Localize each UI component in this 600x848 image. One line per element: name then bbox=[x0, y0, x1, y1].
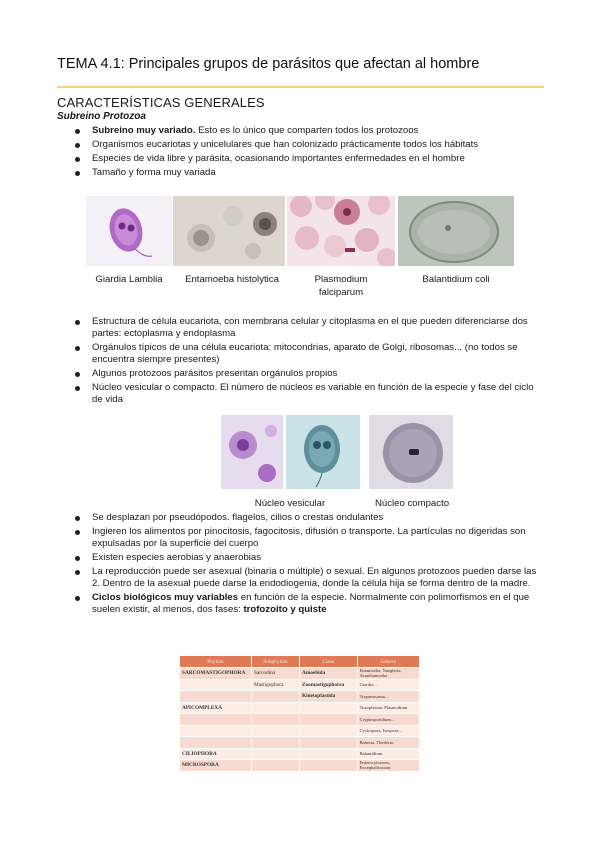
bullet-text: Especies de vida libre y parásita, ocasionando importantes enfermedades en el hombre bbox=[92, 153, 465, 164]
list-item bbox=[75, 125, 545, 137]
table-cell: Balantidium bbox=[357, 748, 419, 760]
table-row bbox=[180, 748, 420, 760]
list-item bbox=[75, 566, 545, 590]
list-item bbox=[75, 526, 545, 550]
table-row bbox=[180, 725, 420, 737]
title-underline bbox=[57, 86, 544, 88]
table-cell bbox=[300, 737, 358, 749]
table-cell: Amoebida bbox=[300, 668, 358, 680]
taxonomy-table bbox=[179, 655, 420, 772]
table-cell: Giardia... bbox=[357, 679, 419, 691]
table-cell: Sarcodina bbox=[252, 668, 300, 680]
table-cell bbox=[300, 702, 358, 714]
table-cell bbox=[252, 714, 300, 726]
table-row bbox=[180, 760, 420, 772]
caption-entamoeba: Entamoeba histolytica bbox=[185, 274, 279, 285]
giardia-photo bbox=[86, 196, 172, 266]
table-cell bbox=[252, 725, 300, 737]
table-header: Phylum bbox=[180, 656, 252, 668]
table-row bbox=[180, 691, 420, 703]
table-cell bbox=[180, 714, 252, 726]
table-cell: Cyclospora, Isospora... bbox=[357, 725, 419, 737]
table-cell: Cryptosporidium... bbox=[357, 714, 419, 726]
table-cell bbox=[252, 691, 300, 703]
list-item bbox=[75, 342, 545, 366]
table-cell: Babesia, Theileria bbox=[357, 737, 419, 749]
bullet-text: Algunos protozoos parásitos presentan orgánulos propios bbox=[92, 368, 338, 379]
list-item bbox=[75, 167, 545, 179]
bullet-text: Ingieren los alimentos por pinocitosis, fagocitosis, difusión o transporte. La partículas no digeridas son expulsadas por la superficie del cuerpo bbox=[92, 526, 526, 549]
bullet-text: Orgánulos típicos de una célula eucariota: mitocondrias, aparato de Golgi, ribosomas... (no todos se encuentra siempre presentes) bbox=[92, 342, 518, 365]
table-cell bbox=[300, 725, 358, 737]
list-item bbox=[75, 512, 545, 524]
list-item bbox=[75, 139, 545, 151]
list-item bbox=[75, 368, 545, 380]
table-cell bbox=[300, 760, 358, 772]
bullet-text: La reproducción puede ser asexual (binaria o múltiple) o sexual. En algunos protozoos pueden darse las 2. Dentro de la asexual puede darse la endodiogenia, donde la célula hija se forma dentro de la madre. bbox=[92, 566, 537, 589]
nucleo-vesicular-photo bbox=[286, 415, 360, 489]
table-cell bbox=[180, 737, 252, 749]
table-cell: MICROSPORA bbox=[180, 760, 252, 772]
table-row bbox=[180, 668, 420, 680]
table-header: Subphylum bbox=[252, 656, 300, 668]
bullet-list-1 bbox=[75, 125, 545, 181]
table-row bbox=[180, 702, 420, 714]
nucleo-photo-1 bbox=[221, 415, 283, 489]
list-item bbox=[75, 316, 545, 340]
table-header: Clase bbox=[300, 656, 358, 668]
balantidium-photo bbox=[398, 196, 514, 266]
table-cell: Enterocytozoon, Encephalitozoon bbox=[357, 760, 419, 772]
table-cell: APICOMPLEXA bbox=[180, 702, 252, 714]
table-cell: Trypanosoma... bbox=[357, 691, 419, 703]
table-cell bbox=[252, 737, 300, 749]
list-item bbox=[75, 592, 545, 616]
bullet-bold: Ciclos biológicos muy variables bbox=[92, 592, 239, 603]
table-cell bbox=[300, 714, 358, 726]
caption-balantidium: Balantidium coli bbox=[422, 274, 490, 285]
bullet-text: Esto es lo único que comparten todos los protozoos bbox=[195, 125, 419, 136]
bullet-list-3 bbox=[75, 512, 545, 618]
table-cell bbox=[180, 691, 252, 703]
bullet-text: Se desplazan por pseudópodos. flagelos, cilios o crestas ondulantes bbox=[92, 512, 384, 523]
table-cell bbox=[252, 748, 300, 760]
table-cell bbox=[180, 725, 252, 737]
table-cell: CILIOPHORA bbox=[180, 748, 252, 760]
entamoeba-photo bbox=[173, 196, 285, 266]
table-row bbox=[180, 679, 420, 691]
plasmodium-photo bbox=[287, 196, 395, 266]
bullet-text: Núcleo vesicular o compacto. El número de núcleos es variable en función de la especie y fase del ciclo de vida bbox=[92, 382, 534, 405]
table-cell bbox=[252, 702, 300, 714]
bullet-list-2 bbox=[75, 316, 545, 408]
table-cell bbox=[252, 760, 300, 772]
bullet-bold: Subreino muy variado. bbox=[92, 125, 196, 136]
bullet-text: Estructura de célula eucariota, con membrana celular y citoplasma en el que pueden diferenciarse dos partes: ectoplasma y endoplasma bbox=[92, 316, 528, 339]
bullet-text: en función de la especie. Normalmente con polimorfismos en el que suelen existir, al menos, dos fases: bbox=[92, 592, 530, 615]
table-row bbox=[180, 714, 420, 726]
table-cell: Toxoplasma, Plasmodium bbox=[357, 702, 419, 714]
page-title: TEMA 4.1: Principales grupos de parásitos que afectan al hombre bbox=[57, 56, 480, 72]
caption-nucleo-compacto: Núcleo compacto bbox=[374, 498, 450, 509]
table-cell: SARCOMASTIGOPHORA bbox=[180, 668, 252, 680]
table-cell bbox=[300, 748, 358, 760]
nucleo-compacto-photo bbox=[369, 415, 453, 489]
bullet-text: Tamaño y forma muy variada bbox=[92, 167, 216, 178]
caption-plasmodium: Plasmodium falciparum bbox=[314, 274, 368, 298]
bullet-bold-after: trofozoito y quiste bbox=[243, 604, 327, 615]
table-header-row bbox=[180, 656, 420, 668]
subsection-heading: Subreino Protozoa bbox=[57, 111, 146, 122]
table-cell: Zoomastigophorea bbox=[300, 679, 358, 691]
table-header: Género bbox=[357, 656, 419, 668]
caption-nucleo-vesicular: Núcleo vesicular bbox=[254, 498, 326, 509]
caption-giardia: Giardia Lamblia bbox=[95, 274, 163, 285]
table-cell: Mastigophora bbox=[252, 679, 300, 691]
table-row bbox=[180, 737, 420, 749]
table-cell: Kinetoplastida bbox=[300, 691, 358, 703]
list-item bbox=[75, 153, 545, 165]
table-cell bbox=[180, 679, 252, 691]
bullet-text: Existen especies aerobias y anaerobias bbox=[92, 552, 262, 563]
table-cell: Entamoeba, Naegleria, Acanthamoeba bbox=[357, 668, 419, 680]
bullet-text: Organismos eucariotas y unicelulares que han colonizado prácticamente todos los hábitats bbox=[92, 139, 479, 150]
list-item bbox=[75, 382, 545, 406]
section-heading: CARACTERÍSTICAS GENERALES bbox=[57, 95, 265, 110]
list-item bbox=[75, 552, 545, 564]
